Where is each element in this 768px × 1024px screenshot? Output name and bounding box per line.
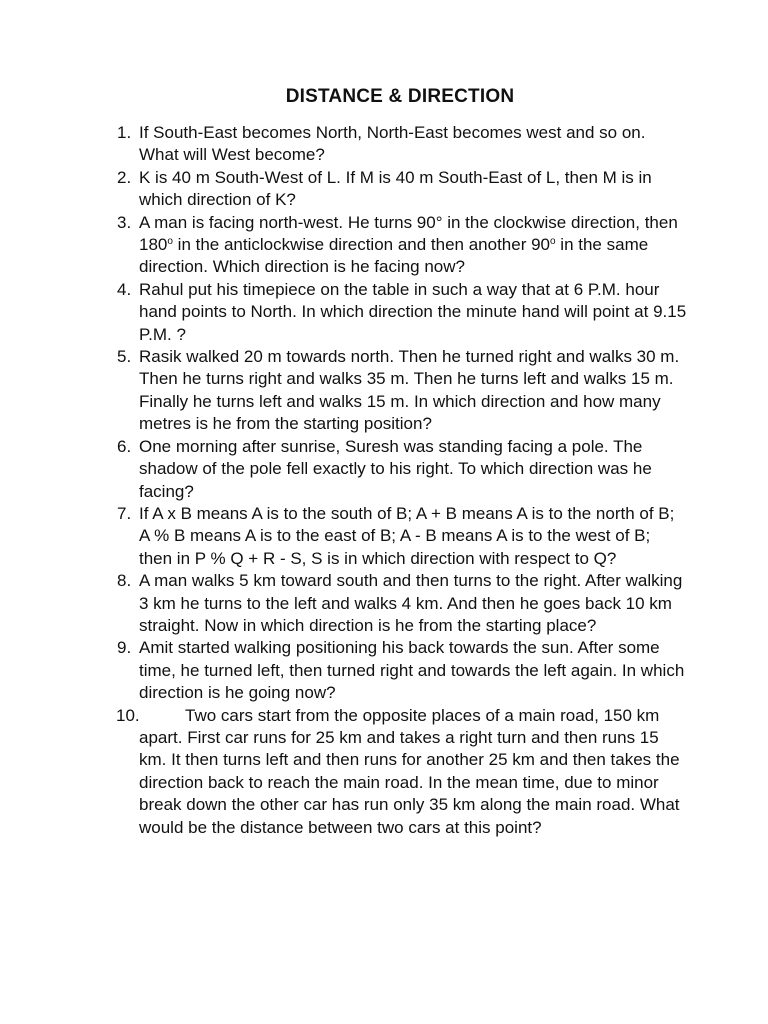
- question-item-6: [117, 436, 687, 503]
- question-list: [117, 122, 687, 839]
- question-number: 8.: [117, 571, 132, 591]
- question-text: K is 40 m South-West of L. If M is 40 m South-East of L, then M is in which direction of K?: [139, 167, 652, 210]
- question-item-5: [117, 346, 687, 436]
- question-text: If South-East becomes North, North-East becomes west and so on. What will West become?: [139, 123, 646, 165]
- question-number: 7.: [117, 503, 132, 523]
- degree-superscript: o: [167, 236, 173, 248]
- question-text: If A x B means A is to the south of B; A + B means A is to the north of B; A % B means A is to the east of B; A - B means A is to the west of B; then in P % Q + R - S, S is in which direction with respect to Q?: [139, 503, 675, 568]
- question-number: 5.: [117, 347, 132, 367]
- question-item-8: [117, 570, 687, 637]
- question-number: 3.: [117, 212, 132, 232]
- question-item-9: [117, 637, 687, 704]
- question-text: Rasik walked 20 m towards north. Then he turned right and walks 30 m. Then he turns right and walks 35 m. Then he turns left and walks 15 m. Finally he turns left and walks 15 m. In which direction and how many metres is he from the starting position?: [139, 347, 680, 434]
- question-text: [139, 213, 678, 277]
- question-item-2: [117, 167, 687, 212]
- question-number: 1.: [117, 123, 132, 142]
- question-item-7: [117, 503, 687, 570]
- question-text: Two cars start from the opposite places of a main road, 150 km apart. First car runs for 25 km and takes a right turn and then runs 15 km. It then turns left and then runs for another 25 km and then takes the direction back to reach the main road. In the mean time, due to minor break down the other car has run only 35 km along the main road. What would be the distance between two cars at this point?: [139, 705, 680, 837]
- question-number: 2.: [117, 167, 132, 187]
- question-text: A man walks 5 km toward south and then turns to the right. After walking 3 km he turns to the left and walks 4 km. And then he goes back 10 km straight. Now in which direction is he from the starting place?: [139, 571, 683, 635]
- question-item-4: [117, 279, 687, 346]
- question-text-part: in the same direction. Which direction is he facing now?: [139, 235, 649, 277]
- degree-superscript: o: [550, 236, 556, 248]
- question-text-part: A man is facing north-west. He turns 90° in the clockwise direction, then 180: [139, 212, 678, 255]
- question-item-1: [117, 122, 687, 167]
- question-text-part: in the anticlockwise direction and then another 90: [172, 235, 551, 255]
- question-item-10: [117, 705, 687, 839]
- question-number: 6.: [117, 436, 132, 456]
- question-text: One morning after sunrise, Suresh was standing facing a pole. The shadow of the pole fell exactly to his right. To which direction was he facing?: [139, 436, 652, 501]
- question-number: 10.: [116, 705, 140, 725]
- page-title: DISTANCE & DIRECTION: [285, 86, 515, 107]
- question-number: 9.: [117, 638, 132, 658]
- question-item-3: [117, 212, 687, 279]
- question-text: Rahul put his timepiece on the table in such a way that at 6 P.M. hour hand points to North. In which direction the minute hand will point at 9.15 P.M. ?: [139, 279, 687, 344]
- question-number: 4.: [117, 279, 132, 299]
- question-text: Amit started walking positioning his back towards the sun. After some time, he turned left, then turned right and towards the left again. In which direction is he going now?: [139, 638, 685, 703]
